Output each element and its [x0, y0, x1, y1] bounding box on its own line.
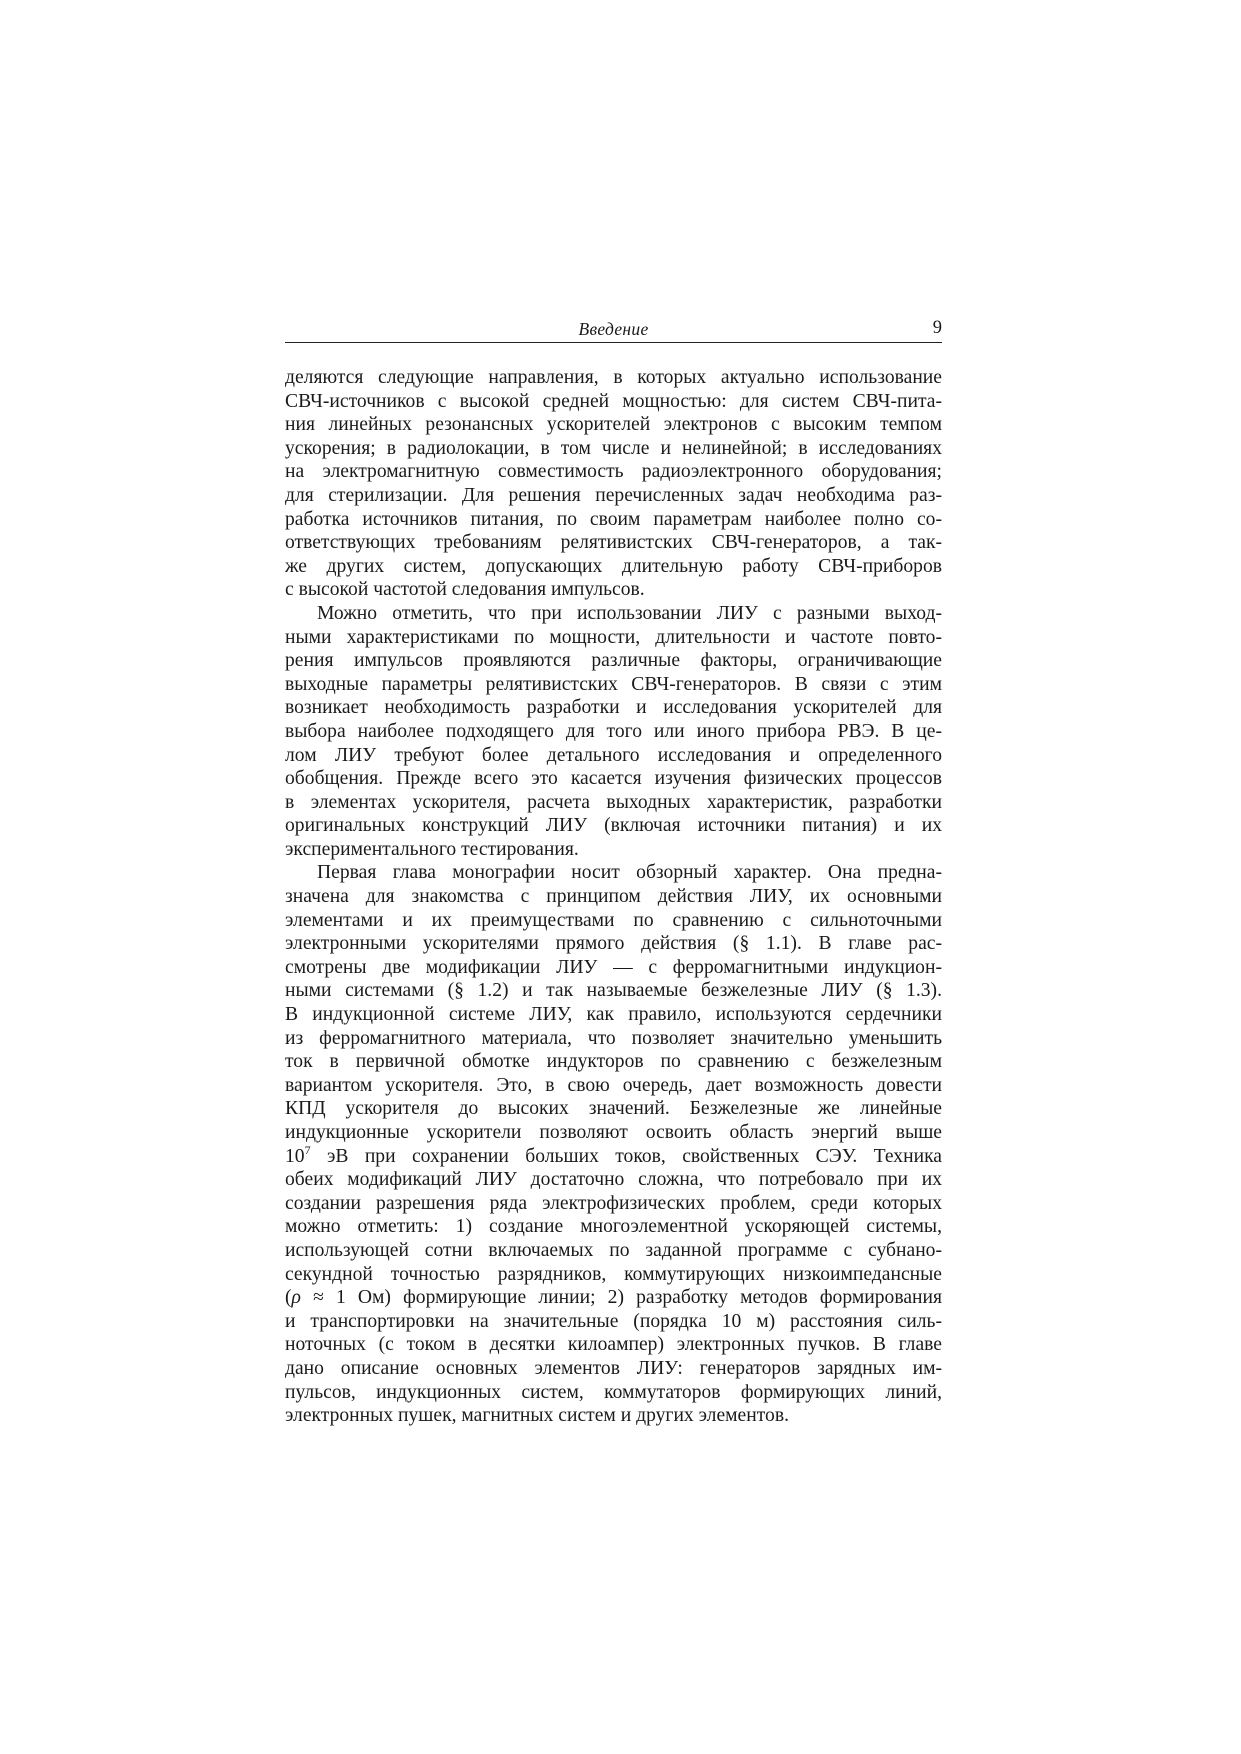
text-line: В индукционной системе ЛИУ, как правило, используются сердечники [285, 1004, 942, 1026]
text-line: КПД ускорителя до высоких значений. Безжелезные же линейные [285, 1098, 942, 1120]
text-line: электронными ускорителями прямого действия (§ 1.1). В главе рас- [285, 933, 942, 955]
text-line: оригинальных конструкций ЛИУ (включая источники питания) и их [285, 815, 942, 837]
text-line: обобщения. Прежде всего это касается изучения физических процессов [285, 768, 942, 790]
text-line: дано описание основных элементов ЛИУ: генераторов зарядных им- [285, 1357, 942, 1379]
text-line: ток в первичной обмотке индукторов по сравнению с безжелезным [285, 1051, 942, 1073]
text-line: $10^7$ эВ при сохранении больших токов, свойственных СЭУ. Техника [285, 1142, 942, 1167]
text-line: (ρ ≈ 1 Ом) формирующие линии; 2) разработку методов формирования [285, 1287, 942, 1309]
running-header [285, 316, 942, 343]
text-line: и транспортировки на значительные (порядка 10 м) расстояния силь- [285, 1310, 942, 1332]
text-line: элементами и их преимуществами по сравнению с сильноточными [285, 909, 942, 931]
text-line: с высокой частотой следования импульсов. [285, 579, 645, 601]
text-line: ными системами (§ 1.2) и так называемые безжелезные ЛИУ (§ 1.3). [285, 980, 942, 1002]
text-line: ускорения; в радиолокации, в том числе и нелинейной; в исследованиях [285, 437, 942, 459]
text-line: выходные параметры релятивистских СВЧ-генераторов. В связи с этим [285, 673, 942, 695]
body-text [285, 366, 942, 1428]
text-line: Первая глава монографии носит обзорный характер. Она предна- [317, 862, 942, 884]
text-line: пульсов, индукционных систем, коммутаторов формирующих линий, [285, 1381, 942, 1403]
text-line: СВЧ-источников с высокой средней мощностью: для систем СВЧ-пита- [285, 390, 942, 412]
text-line: значена для знакомства с принципом действия ЛИУ, их основными [285, 886, 942, 908]
text-line: лом ЛИУ требуют более детального исследования и определенного [285, 744, 942, 766]
paragraph [285, 602, 942, 862]
paragraph [285, 861, 942, 1427]
text-line: для стерилизации. Для решения перечисленных задач необходима раз- [285, 484, 942, 506]
page-number: 9 [932, 318, 942, 338]
text-line: ноточных (с током в десятки килоампер) электронных пучков. В главе [285, 1334, 942, 1356]
text-line: выбора наиболее подходящего для того или иного прибора РВЭ. В це- [285, 720, 942, 742]
text-line: смотрены две модификации ЛИУ — с ферромагнитными индукцион- [285, 956, 942, 978]
text-line: работка источников питания, по своим параметрам наиболее полно со- [285, 508, 942, 530]
text-line: обеих модификаций ЛИУ достаточно сложна, что потребовало при их [285, 1169, 942, 1191]
text-line: ответствующих требованиям релятивистских СВЧ-генераторов, а так- [285, 532, 942, 554]
text-line: на электромагнитную совместимость радиоэлектронного оборудования; [285, 461, 942, 483]
text-line: возникает необходимость разработки и исследования ускорителей для [285, 697, 942, 719]
text-line: же других систем, допускающих длительную работу СВЧ-приборов [285, 555, 942, 577]
text-line: ния линейных резонансных ускорителей электронов с высоким темпом [285, 414, 942, 436]
text-line: рения импульсов проявляются различные факторы, ограничивающие [285, 650, 942, 672]
text-line: электронных пушек, магнитных систем и других элементов. [285, 1405, 789, 1427]
text-line: создании разрешения ряда электрофизических проблем, среди которых [285, 1192, 942, 1214]
text-line: в элементах ускорителя, расчета выходных характеристик, разработки [285, 791, 942, 813]
text-line: вариантом ускорителя. Это, в свою очередь, дает возможность довести [285, 1074, 942, 1096]
text-line: использующей сотни включаемых по заданной программе с субнано- [285, 1239, 942, 1261]
paragraph [285, 366, 942, 602]
text-line: из ферромагнитного материала, что позволяет значительно уменьшить [285, 1027, 942, 1049]
text-line: индукционные ускорители позволяют освоить область энергий выше [285, 1122, 942, 1143]
running-header-title: Введение [578, 319, 649, 339]
text-line: экспериментального тестирования. [285, 838, 579, 860]
text-line: ными характеристиками по мощности, длительности и частоте повто- [285, 626, 942, 648]
text-line: секундной точностью разрядников, коммутирующих низкоимпедансные [285, 1263, 942, 1285]
text-line: деляются следующие направления, в которых актуально использование [285, 367, 942, 388]
text-line: можно отметить: 1) создание многоэлементной ускоряющей системы, [285, 1216, 942, 1238]
text-line: Можно отметить, что при использовании ЛИУ с разными выход- [317, 602, 942, 624]
